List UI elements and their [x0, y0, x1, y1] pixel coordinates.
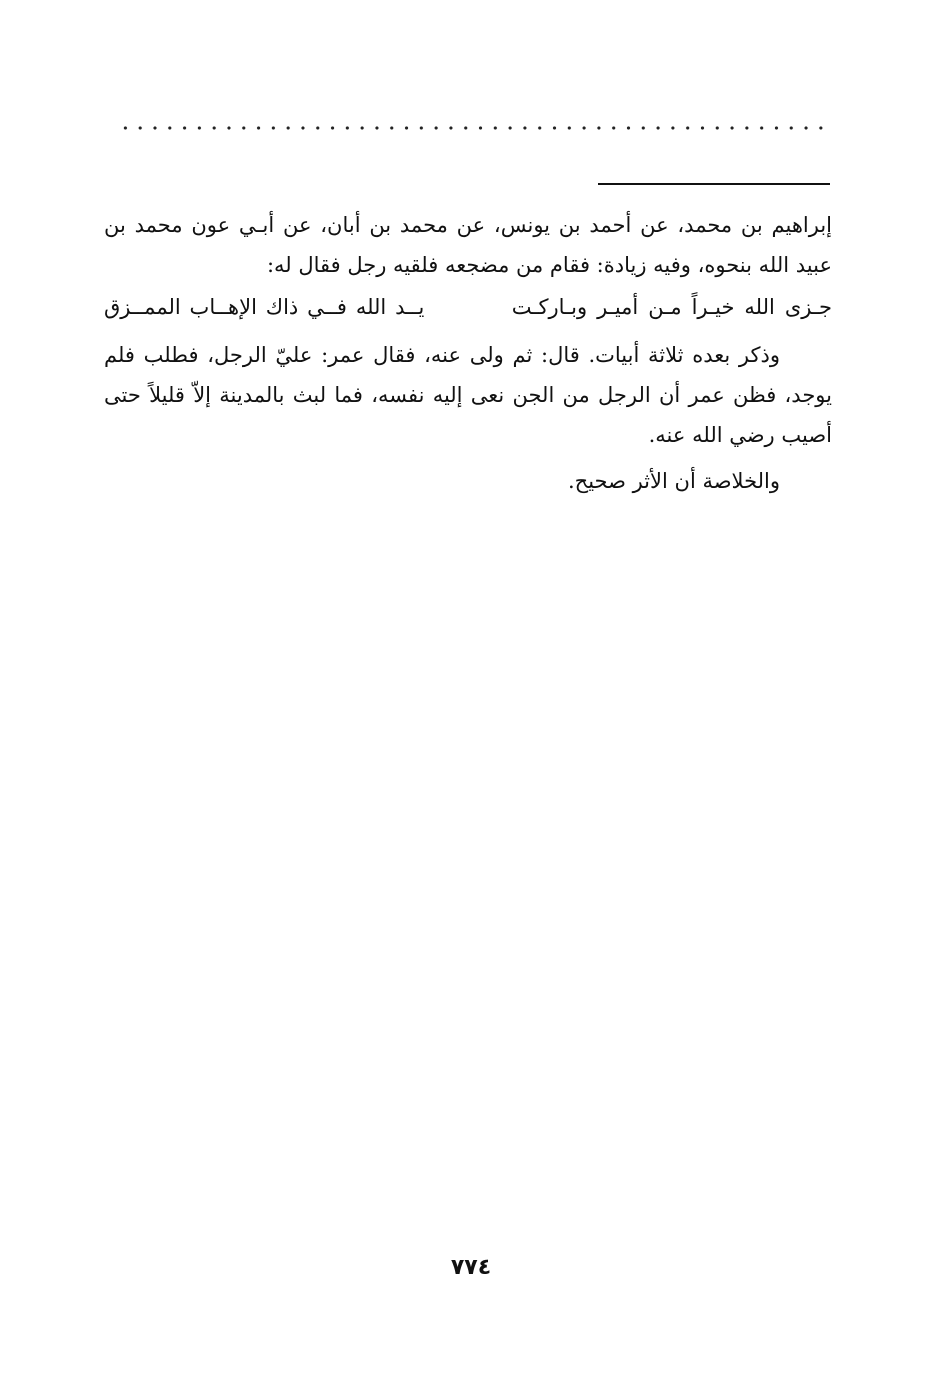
dotted-separator	[118, 122, 830, 134]
poetry-verse	[104, 285, 832, 329]
footnote-text	[104, 205, 832, 501]
footnote-rule	[598, 183, 830, 185]
footnote-line: عبيد الله بنحوه، وفيه زيادة: فقام من مضجعه فلقيه رجل فقال له:	[266, 253, 832, 277]
paragraph-line: يوجد، فظن عمر أن الرجل من الجن نعى إليه نفسه، فما لبث بالمدينة إلاّ قليلاً حتى	[104, 383, 832, 407]
verse-first-hemistich: جـزى الله خيـراً مـن أميـر وبـاركـت	[511, 295, 832, 319]
footnote-line: إبراهيم بن محمد، عن أحمد بن يونس، عن محمد بن أبان، عن أبـي عون محمد بن	[104, 213, 832, 237]
verse-second-hemistich: يــد الله فــي ذاك الإهــاب الممــزق	[104, 295, 425, 319]
paragraph-line: وذكر بعده ثلاثة أبيات. قال: ثم ولى عنه، فقال عمر: عليّ الرجل، فطلب فلم	[104, 343, 780, 367]
paragraph-line: أصيب رضي الله عنه.	[648, 423, 832, 447]
page-number: ٧٧٤	[450, 1255, 492, 1280]
conclusion-line: والخلاصة أن الأثر صحيح.	[567, 469, 780, 493]
